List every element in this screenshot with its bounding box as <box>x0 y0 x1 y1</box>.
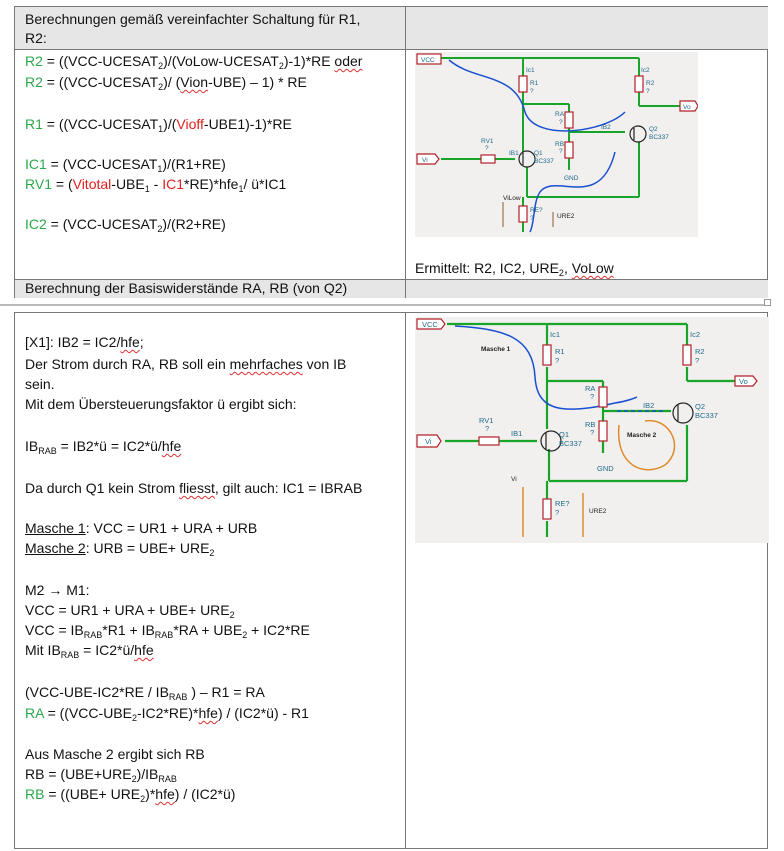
svg-text:URE2: URE2 <box>589 508 607 515</box>
svg-text:GND: GND <box>597 464 614 473</box>
svg-text:R1: R1 <box>530 80 539 87</box>
svg-text:BC337: BC337 <box>559 439 582 448</box>
c1-vcc-label: VCC <box>421 57 435 64</box>
t2-line-masche1: Masche 1: VCC = UR1 + URA + URB <box>25 520 258 536</box>
svg-text:IB1: IB1 <box>509 150 519 157</box>
svg-text:RV1: RV1 <box>479 416 494 425</box>
svg-text:Masche 2: Masche 2 <box>627 432 657 439</box>
svg-text:RE?: RE? <box>530 207 543 214</box>
t2-line-vcc1: VCC = UR1 + URA + $UBE+ URE_2$ <box>25 602 235 620</box>
formula-ic1: $IC1 = (VCC-UCESAT_1)/(R1+RE)$ <box>25 156 226 174</box>
svg-text:?: ? <box>559 119 563 126</box>
svg-text:Masche 1: Masche 1 <box>481 346 511 353</box>
t2-line-ue: Mit dem Übersteuerungsfaktor ü ergibt sich: <box>25 396 297 412</box>
svg-text:GND: GND <box>564 175 579 182</box>
svg-text:Q2: Q2 <box>695 402 706 411</box>
svg-text:IB1: IB1 <box>511 429 523 438</box>
resize-handle <box>764 299 771 306</box>
table1-header-cell-right <box>405 7 768 49</box>
t2-line-rb2: RB = $((UBE+ URE_2)*hfe)$ / (IC2*ü) <box>25 786 236 804</box>
table1-section2-cell-right <box>405 279 768 298</box>
svg-text:Ic2: Ic2 <box>690 330 701 339</box>
svg-text:?: ? <box>590 392 595 401</box>
svg-text:Ic1: Ic1 <box>550 330 561 339</box>
table2-right-col <box>405 313 406 849</box>
table1-header-line2: R2: <box>25 30 47 46</box>
table1-header-line1: Berechnungen gemäß vereinfachter Schaltung für R1, <box>25 11 361 27</box>
svg-text:?: ? <box>555 508 560 517</box>
t2-line-ra2: RA = $((VCC-UBE_2-IC2*RE)*hfe)$ / (IC2*ü) - R1 <box>25 705 309 723</box>
svg-text:RB: RB <box>585 420 596 429</box>
svg-text:VCC: VCC <box>422 320 438 329</box>
svg-text:Vo: Vo <box>683 104 691 111</box>
svg-text:?: ? <box>559 148 563 155</box>
table2 <box>14 312 768 849</box>
svg-text:IB2: IB2 <box>601 124 611 131</box>
t2-line-x1: [X1]: IB2 = IC2/hfe; <box>25 334 144 350</box>
svg-text:RE?: RE? <box>555 499 570 508</box>
svg-text:RB: RB <box>555 141 565 148</box>
t2-line-mit: Mit $IB_{RAB}$ = IC2*ü/hfe <box>25 642 154 660</box>
svg-text:?: ? <box>530 88 534 95</box>
formula-r1: $R1 = ((VCC-UCESAT_1)/(Vioff-UBE1)-1)*RE$ <box>25 116 292 134</box>
svg-text:?: ? <box>695 356 700 365</box>
t2-line-masche2: Masche 2: URB = $UBE+ URE_2$ <box>25 540 215 558</box>
svg-text:Vo: Vo <box>739 377 748 386</box>
svg-text:Ic1: Ic1 <box>526 67 535 74</box>
svg-text:RA: RA <box>585 384 596 393</box>
ermittelt-text: Ermittelt: R2, IC2, $URE_2$, VoLow <box>415 260 614 278</box>
svg-text:Vi: Vi <box>422 157 428 164</box>
svg-text:?: ? <box>485 145 489 152</box>
svg-text:Vi: Vi <box>425 437 432 446</box>
svg-text:R2: R2 <box>695 347 705 356</box>
t2-line-m2m1: M2 → M1: <box>25 582 90 598</box>
svg-text:Q1: Q1 <box>534 150 543 157</box>
formula-rv1: $RV1 = (Vitotal-UBE_1 - IC1*RE)*hfe_1/$ ü*IC1 <box>25 176 287 194</box>
t2-line-ibrab: $IB_{RAB}$ = IB2*ü = IC2*ü/hfe <box>25 438 182 456</box>
svg-text:R2: R2 <box>646 80 655 87</box>
section2-header: Berechnung der Basiswiderstände RA, RB (von Q2) <box>25 280 348 296</box>
formula-ic2: $IC2 = (VCC-UCESAT_2)/(R2+RE)$ <box>25 216 226 234</box>
svg-text:Ic2: Ic2 <box>641 67 650 74</box>
page-separator <box>0 304 769 306</box>
svg-text:RV1: RV1 <box>481 138 494 145</box>
svg-text:RA: RA <box>555 111 565 118</box>
svg-text:URE2: URE2 <box>557 213 575 220</box>
svg-text:?: ? <box>555 356 560 365</box>
t2-line-vcc2: VCC = $IB_{RAB}*R1 + IB_{RAB}*RA + UBE_2 + IC2*RE$ <box>25 622 310 640</box>
svg-text:BC337: BC337 <box>534 158 554 165</box>
t2-line-rb1: RB = $(UBE+URE_2)/IB_{RAB}$ <box>25 766 177 784</box>
formula-r2-b: $R2 = ((VCC-UCESAT_2)/$ (Vion-UBE) – 1) * RE <box>25 74 307 92</box>
circuit-diagram-1 <box>415 52 698 237</box>
svg-text:?: ? <box>646 88 650 95</box>
svg-text:?: ? <box>590 428 595 437</box>
svg-text:?: ? <box>530 215 534 222</box>
formula-r2-a: $R2 = ((VCC-UCESAT_2)/(VoLow-UCESAT_2)-1)*RE$ oder <box>25 53 363 71</box>
svg-text:?: ? <box>485 424 490 433</box>
t2-line-q1: Da durch Q1 kein Strom fliesst, gilt auch: IC1 = IBRAB <box>25 480 363 496</box>
svg-text:ViLow: ViLow <box>503 195 521 202</box>
svg-text:Vi: Vi <box>511 476 517 483</box>
t2-line-aus: Aus Masche 2 ergibt sich RB <box>25 746 205 762</box>
svg-text:BC337: BC337 <box>649 134 669 141</box>
t2-line-ra1: ($VCC-UBE-IC2*RE / IB_{RAB}$ ) – R1 = RA <box>25 684 265 702</box>
svg-text:Q1: Q1 <box>559 430 570 439</box>
t2-line-strom: Der Strom durch RA, RB soll ein mehrfaches von IB <box>25 356 347 372</box>
svg-text:IB2: IB2 <box>643 401 655 410</box>
svg-text:R1: R1 <box>555 347 565 356</box>
svg-text:BC337: BC337 <box>695 411 718 420</box>
t2-line-sein: sein. <box>25 376 55 392</box>
circuit-diagram-2 <box>415 317 769 543</box>
svg-text:Q2: Q2 <box>649 126 658 133</box>
table1 <box>14 6 768 298</box>
